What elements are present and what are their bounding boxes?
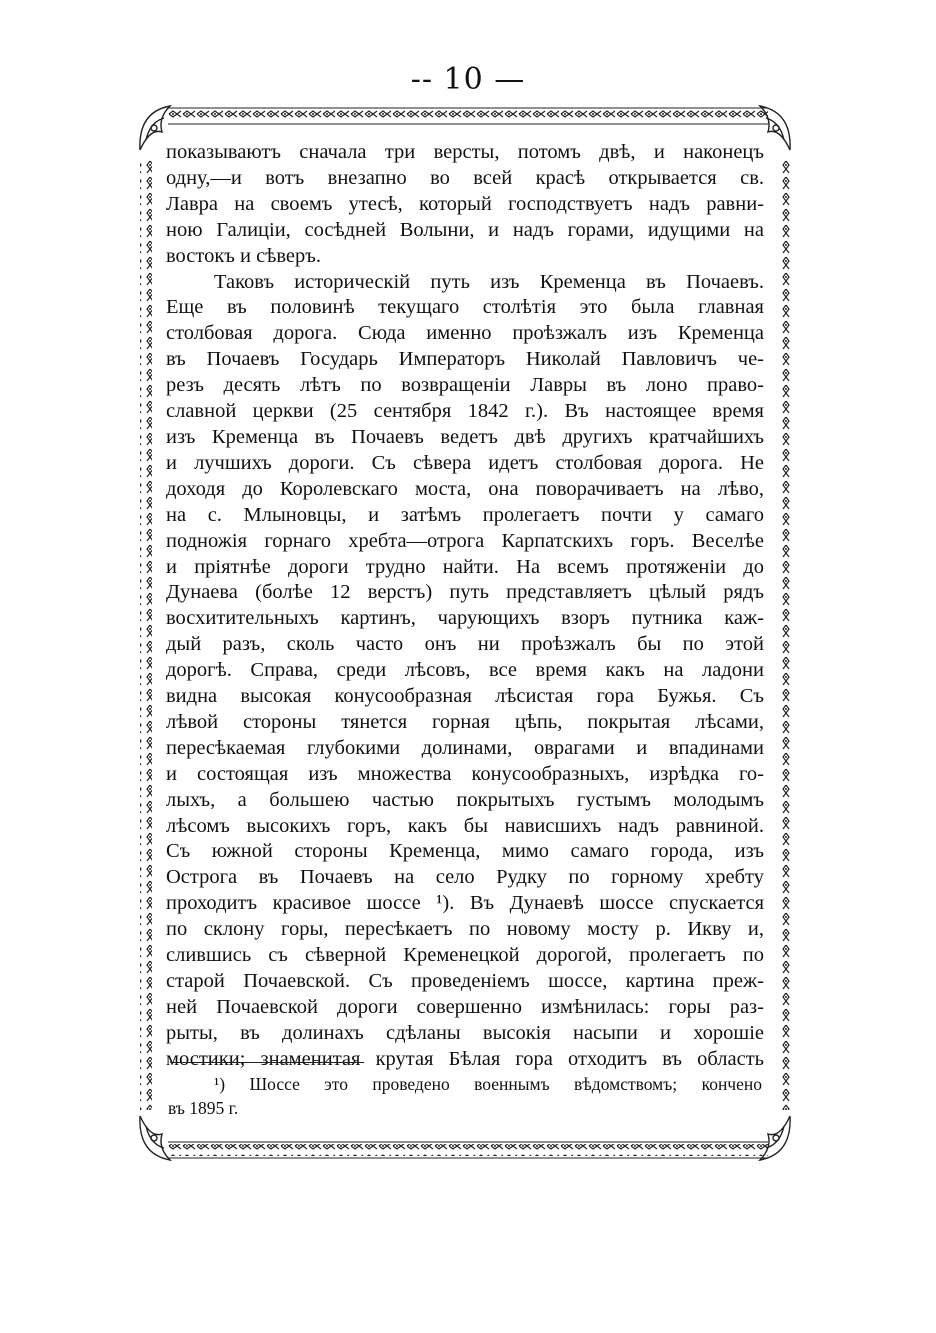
text-line: ней Почаевской дороги совершенно измѣнилась: горы раз- [166, 995, 764, 1018]
text-line: и лучшихъ дороги. Съ сѣвера идетъ столбовая дорога. Не [166, 451, 764, 474]
text-line: лѣвой стороны тянется горная цѣпь, покрытая лѣсами, [166, 710, 764, 733]
text-line: и состоящая изъ множества конусообразныхъ, изрѣдка го- [166, 762, 764, 785]
text-line: видна высокая конусообразная лѣсистая гора Бужья. Съ [166, 685, 764, 708]
text-line: рыты, въ долинахъ сдѣланы высокія насыпи и хорошіе [166, 1021, 764, 1044]
corner-ornament-bottom-left [140, 1116, 170, 1160]
text-line: Еще въ половинѣ текущаго столѣтія это была главная [166, 296, 764, 319]
text-line: Лавра на своемъ утесѣ, который господствуетъ надъ равни- [166, 192, 764, 215]
text-line: мостики; знаменитая крутая Бѣлая гора отходитъ въ область [166, 1047, 764, 1070]
text-line: Острога въ Почаевъ на село Рудку по горному хребту [166, 866, 764, 889]
text-line: подножія горнаго хребта—отрога Карпатскихъ горъ. Веселѣе [166, 529, 764, 552]
text-line: доходя до Королевскаго моста, она поворачиваетъ на лѣво, [166, 477, 764, 500]
text-line: восхитительныхъ картинъ, чарующихъ взоръ путника каж- [166, 607, 764, 630]
text-line: на с. Млыновцы, и затѣмъ пролегаетъ почти у самаго [166, 503, 764, 526]
text-line: дорогѣ. Справа, среди лѣсовъ, все время какъ на ладони [166, 659, 764, 682]
text-line: старой Почаевской. Съ проведеніемъ шоссе, картина преж- [166, 970, 764, 992]
text-line: проходитъ красивое шоссе ¹). Въ Дунаевѣ шоссе спускается [166, 892, 764, 915]
text-line: Дунаева (болѣе 12 верстъ) путь представляетъ цѣлый рядъ [166, 581, 764, 604]
text-line: изъ Кременца въ Почаевъ ведетъ двѣ другихъ кратчайшихъ [166, 425, 764, 448]
text-line: славной церкви (25 сентября 1842 г.). Въ настоящее время [166, 400, 764, 423]
corner-ornament-top-right [760, 106, 790, 150]
border-bottom [168, 1144, 768, 1156]
paragraph-1 [166, 140, 764, 270]
text-line: ною Галиціи, сосѣдней Волыни, и надъ горами, идущими на [166, 218, 764, 241]
body-text [166, 140, 764, 1073]
text-line: востокъ и сѣверъ. [166, 244, 321, 267]
text-line: по склону горы, пересѣкаетъ по новому мосту р. Икву и, [166, 918, 764, 941]
corner-ornament-bottom-right [760, 1116, 790, 1160]
text-line: Съ южной стороны Кременца, мимо самаго города, изъ [166, 840, 764, 863]
text-line: слившись съ сѣверной Кременецкой дорогой, пролегаетъ по [166, 944, 764, 967]
footnote-line: въ 1895 г. [168, 1098, 239, 1118]
text-line: резъ десять лѣтъ по возвращеніи Лавры въ лоно право- [166, 374, 764, 397]
footnote-separator [170, 1062, 364, 1063]
border-left [140, 160, 152, 1110]
text-line: дый разъ, сколь часто онъ ни проѣзжалъ бы по этой [166, 633, 764, 656]
footnote-line: ¹) Шоссе это проведено военнымъ вѣдомствомъ; кончено [214, 1074, 762, 1094]
page-number: -- 10 — [410, 62, 526, 97]
text-line: показываютъ сначала три версты, потомъ двѣ, и наконецъ [166, 141, 764, 163]
text-line: и пріятнѣе дороги трудно найти. На всемъ протяженіи до [166, 555, 764, 578]
text-line: Таковъ историческій путь изъ Кременца въ Почаевъ. [214, 270, 764, 293]
text-line: лыхъ, а большею частью покрытыхъ густымъ молодымъ [166, 788, 764, 811]
border-right [778, 160, 790, 1110]
text-line: въ Почаевъ Государь Императоръ Николай Павловичъ че- [166, 348, 764, 371]
footnote [168, 1072, 762, 1120]
text-line: пересѣкаемая глубокими долинами, оврагами и впадинами [166, 736, 764, 759]
paragraph-2 [166, 270, 764, 1073]
text-line: столбовая дорога. Сюда именно проѣзжалъ изъ Кременца [166, 322, 764, 345]
text-line: одну,—и вотъ внезапно во всей красѣ открывается св. [166, 166, 764, 189]
border-top [168, 110, 768, 122]
text-line: лѣсомъ высокихъ горъ, какъ бы нависшихъ надъ равниной. [166, 814, 764, 837]
